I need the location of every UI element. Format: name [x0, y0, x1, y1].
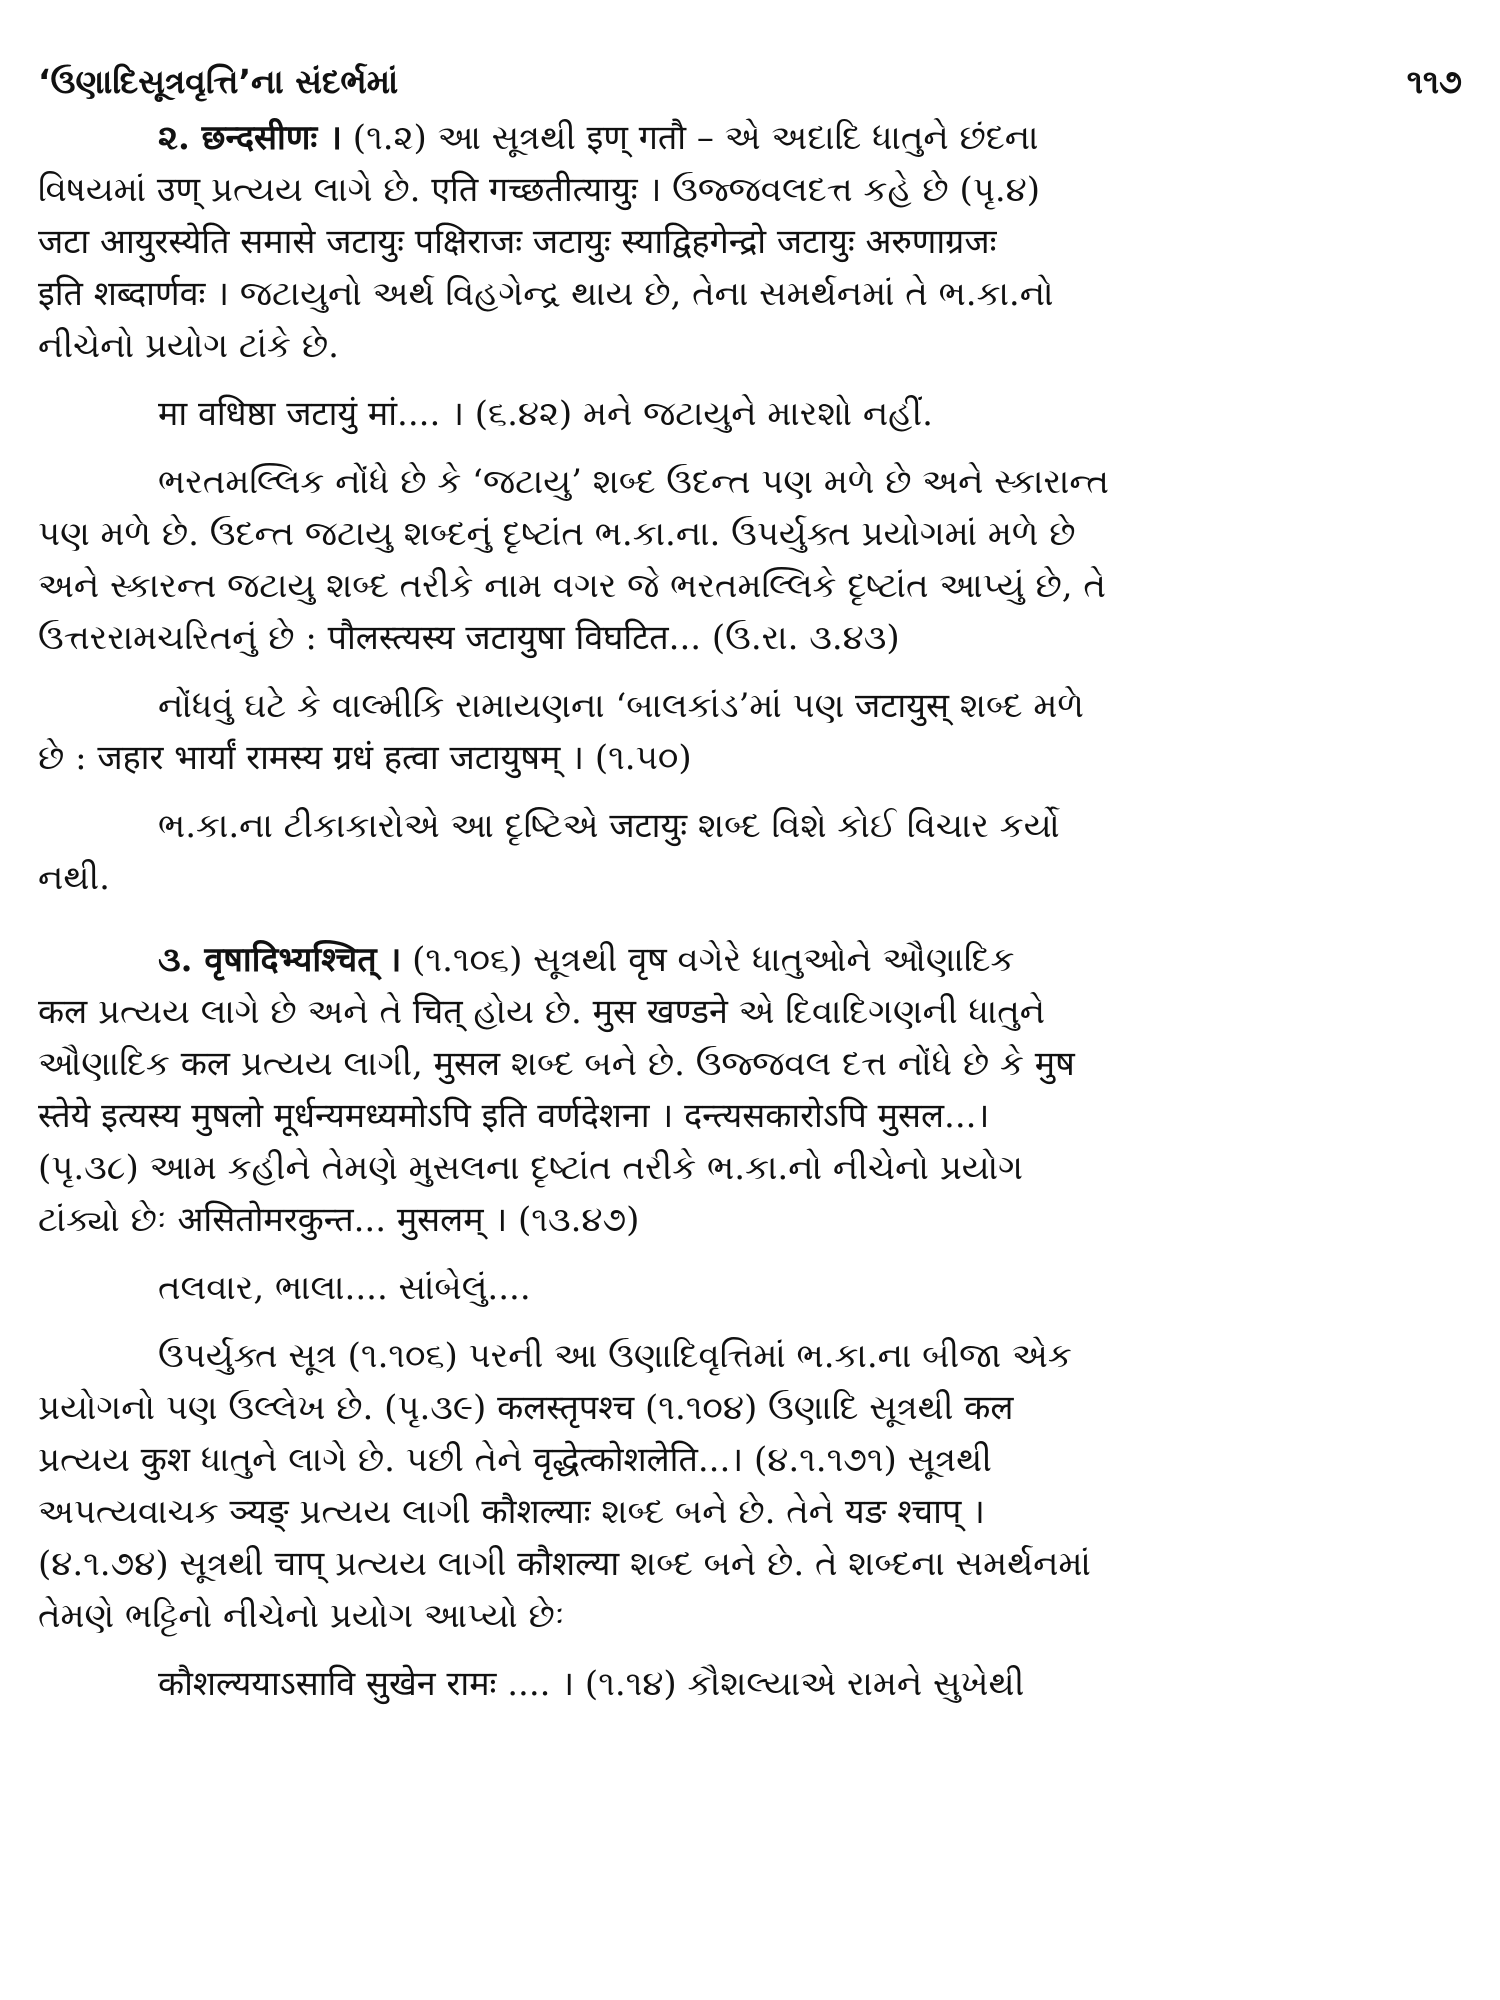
paragraph-talvar: [38, 1262, 1468, 1314]
text-line: ટાંક્યો છેઃ असितोमरकुन्त... मुसलम् । (૧૩.૪૭): [38, 1200, 640, 1240]
text-line: તેમણે ભટ્ટિનો નીચેનો પ્રયોગ આપ્યો છેઃ: [38, 1596, 565, 1636]
text-line: ઉત્તરરામચરિતનું છે : पौलस्त्यस्य जटायुषा विघटित... (ઉ.રા. ૩.૪૩): [38, 618, 900, 658]
text-line: અને સ્કારન્ત જટાયુ શબ્દ તરીકે નામ વગર જે ભરતમલ્લિકે દૃષ્ટાંત આપ્યું છે, તે: [38, 566, 1106, 606]
paragraph-sutra-3: [38, 934, 1468, 1246]
page: [38, 62, 1468, 1982]
text-line: कल પ્રત્યય લાગે છે અને તે चित् હોય છે. मुस खण्डने એ દિવાદિગણની ધાતુને: [38, 992, 1046, 1032]
page-number: ૧૧૭: [1406, 62, 1462, 101]
text-line: પ્રત્યય कुश ધાતુને લાગે છે. પછી તેને वृद्धेत्कोशलेति...। (૪.૧.૧૭૧) સૂત્રથી: [38, 1440, 992, 1480]
paragraph-uparyukta-sutra: [38, 1330, 1468, 1642]
sutra-heading: ૩. वृषादिभ्यश्चित् ।: [158, 940, 402, 980]
running-title: ‘ઉણાદિસૂત્રવૃત્તિ’ના સંદર્ભમાં: [38, 62, 399, 101]
text-line: પણ મળે છે. ઉદન્ત જટાયુ શબ્દનું દૃષ્ટાંત ભ.કા.ના. ઉપર્યુક્ત પ્રયોગમાં મળે છે: [38, 514, 1076, 554]
text-line: इति शब्दार्णवः । જટાયુનો અર્થ વિહગેન્દ્ર થાય છે, તેના સમર્થનમાં તે ભ.કા.નો: [38, 274, 1054, 314]
text-line: (પૃ.૩૮) આમ કહીને તેમણે મુસલના દૃષ્ટાંત તરીકે ભ.કા.નો નીચેનો પ્રયોગ: [38, 1148, 1023, 1188]
paragraph-tikakaro: [38, 800, 1468, 904]
text-line: તલવાર, ભાલા.... સાંબેલું....: [158, 1268, 531, 1308]
text-line: [38, 112, 1468, 164]
text-line: जटा आयुरस्येति समासे जटायुः पक्षिराजः जटायुः स्याद्विहगेन्द्रो जटायुः अरुणाग्रजः: [38, 222, 997, 262]
paragraph-quote-last: [38, 1658, 1468, 1710]
text-line: (૪.૧.૭૪) સૂત્રથી चाप् પ્રત્યય લાગી कौशल्या શબ્દ બને છે. તે શબ્દના સમર્થનમાં: [38, 1544, 1091, 1584]
text-line: વિષયમાં उण् પ્રત્યય લાગે છે. एति गच्छतीत्यायुः । ઉજ્જવલદત્ત કહે છે (પૃ.૪): [38, 170, 1040, 210]
text-line: છે : जहार भार्यां रामस्य ग्रधं हत्वा जटायुषम् । (૧.૫૦): [38, 738, 692, 778]
sutra-heading: ૨. छन्दसीणः ।: [158, 118, 342, 158]
text-line: ઔણાદિક कल પ્રત્યય લાગી, मुसल શબ્દ બને છે. ઉજ્જવલ દત્ત નોંધે છે કે मुष: [38, 1044, 1075, 1084]
text-line: નોંધવું ઘટે કે વાલ્મીકિ રામાયણના ‘બાલકાંડ’માં પણ जटायुस् શબ્દ મળે: [158, 686, 1084, 726]
text-line: ભરતમલ્લિક નોંધે છે કે ‘જટાયુ’ શબ્દ ઉદન્ત પણ મળે છે અને સ્કારાન્ત: [158, 462, 1109, 502]
text-line: નીચેનો પ્રયોગ ટાંકે છે.: [38, 326, 339, 366]
text-line: कौशल्ययाऽसावि सुखेन रामः .... । (૧.૧૪) કૌશલ્યાએ રામને સુખેથી: [158, 1664, 1025, 1704]
paragraph-valmiki: [38, 680, 1468, 784]
text-line: પ્રયોગનો પણ ઉલ્લેખ છે. (પૃ.૩૯) कलस्तृपश्च (૧.૧૦૪) ઉણાદિ સૂત્રથી कल: [38, 1388, 1014, 1428]
text-line: ભ.કા.ના ટીકાકારોએ આ દૃષ્ટિએ जटायुः શબ્દ વિશે કોઈ વિચાર કર્યો: [158, 806, 1060, 846]
text-line: स्तेये इत्यस्य मुषलो मूर्धन्यमध्यमोऽपि इति वर्णदेशना । दन्त्यसकारोऽपि मुसल...।: [38, 1096, 990, 1136]
paragraph-sutra-2: [38, 112, 1468, 372]
text-line: નથી.: [38, 858, 110, 898]
text-line: मा वधिष्ठा जटायुं मां.... । (૬.૪૨) મને જટાયુને મારશો નહીં.: [158, 394, 933, 434]
line-text: (૧.૧૦૬) સૂત્રથી वृष વગેરે ધાતુઓને ઔણાદિક: [401, 940, 1015, 980]
text-line: ઉપર્યુક્ત સૂત્ર (૧.૧૦૬) પરની આ ઉણાદિવૃત્તિમાં ભ.કા.ના બીજા એક: [158, 1336, 1072, 1376]
paragraph-quote-1: [38, 388, 1468, 440]
line-text: (૧.૨) આ સૂત્રથી इण् गतौ – એ અદાદિ ધાતુને છંદના: [342, 118, 1039, 158]
text-line: અપત્યવાચક ञ्यङ् પ્રત્યય લાગી कौशल्याः શબ્દ બને છે. તેને यङ श्चाप् ।: [38, 1492, 985, 1532]
paragraph-bharatamallika: [38, 456, 1468, 664]
text-line: [38, 934, 1468, 986]
running-header: [38, 62, 1468, 106]
